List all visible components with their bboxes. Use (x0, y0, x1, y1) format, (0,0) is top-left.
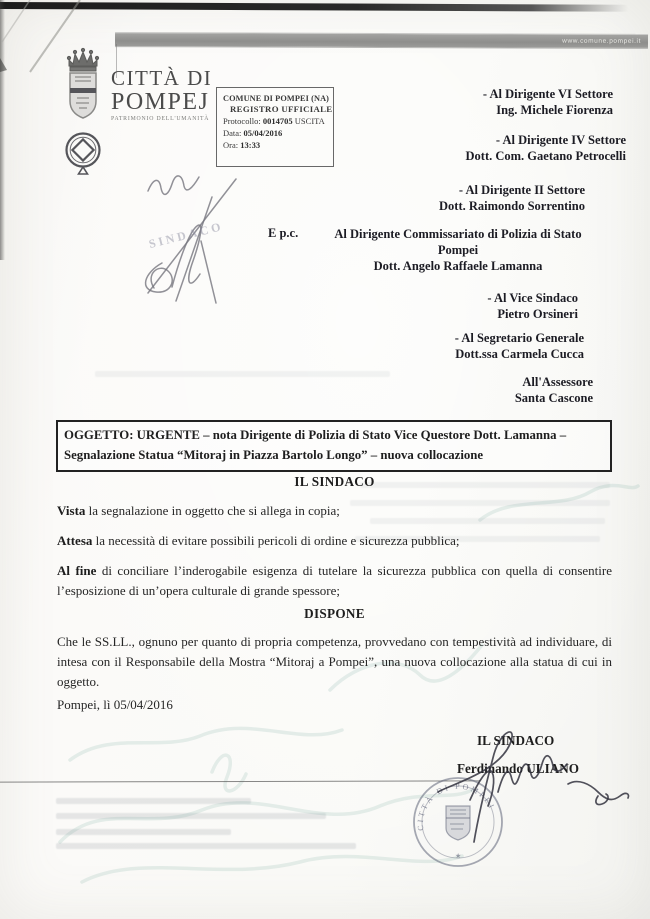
protocol-type: USCITA (294, 116, 325, 126)
svg-text:★: ★ (455, 852, 462, 860)
recipient-line: - Al Dirigente IV Settore (495, 133, 626, 147)
paragraph-text: la segnalazione in oggetto che si allega in copia; (85, 503, 340, 518)
paragraph-attesa (57, 531, 612, 551)
subject-box (56, 420, 612, 472)
paragraph-text: di conciliare l’inderogabile esigenza di tutelare la sicurezza pubblica con quella di consentire l’esposizione di un’opera culturale di grande spessore; (57, 563, 612, 598)
faint-sindaco-stamp: SINDACO (147, 218, 225, 252)
svg-text:CITTÀ DI POMPEI: CITTÀ DI POMPEI (415, 781, 497, 832)
registry-title: REGISTRO UFFICIALE (230, 104, 333, 114)
recipient-line: - Al Dirigente II Settore (458, 183, 585, 197)
url-text: www.comune.pompei.it (562, 37, 642, 45)
recipient-line: Pietro Orsineri (497, 307, 578, 321)
logo-line2: POMPEJ (111, 89, 210, 115)
cc-prefix: E p.c. (268, 226, 299, 240)
time-value: 13:33 (240, 140, 261, 150)
paragraph-dispone: Che le SS.LL., ognuno per quanto di propria competenza, provvedano con tempestività ad individuare, di intesa con il Responsabile della Mostra “Mitoraj a Pompei”, una nuova collocazione alla statua di cui in oggetto. (57, 634, 612, 689)
recipient-line: - Al Dirigente VI Settore (482, 87, 613, 101)
round-stamp-icon (414, 778, 502, 866)
recipient-line: - Al Segretario Generale (454, 331, 584, 345)
paragraph-lead: Vista (57, 503, 86, 518)
recipient-line: Dott. Angelo Raffaele Lamanna (373, 259, 543, 273)
paragraph-vista (57, 501, 612, 521)
date-label: Data: (223, 128, 242, 138)
recipient-line: Ing. Michele Fiorenza (496, 103, 613, 117)
recipient-line: - Al Vice Sindaco (487, 291, 578, 305)
recipient-line: Al Dirigente Commissariato di Polizia di Stato (334, 227, 582, 241)
registry-org: COMUNE DI POMPEI (NA) (223, 94, 330, 103)
paragraph-al-fine (57, 561, 612, 601)
recipient-line: Dott. Raimondo Sorrentino (439, 199, 585, 213)
heading-dispone: DISPONE (304, 606, 365, 621)
protocol-number: 0014705 (262, 116, 293, 126)
recipient-line: All'Assessore (522, 375, 593, 389)
recipient-line: Pompei (437, 243, 479, 257)
time-label: Ora: (223, 140, 239, 150)
recipient-line: Santa Cascone (514, 391, 593, 405)
paragraph-lead: Al fine (57, 563, 97, 578)
paragraph-text: la necessità di evitare possibili pericoli di ordine e sicurezza pubblica; (92, 533, 460, 548)
logo-line1: CITTÀ DI (111, 66, 213, 90)
recipient-line: Dott. Com. Gaetano Petrocelli (465, 149, 626, 163)
paragraph-lead: Attesa (57, 533, 93, 548)
recipient-line: Dott.ssa Carmela Cucca (455, 347, 584, 361)
protocol-label: Protocollo: (223, 116, 261, 126)
heading-il-sindaco: IL SINDACO (294, 474, 375, 489)
dateline: Pompei, lì 05/04/2016 (57, 697, 173, 712)
signature-and-stamp (400, 710, 650, 910)
logo-tagline: PATRIMONIO DELL'UMANITÀ (111, 116, 210, 122)
signature-role: IL SINDACO (477, 733, 555, 748)
date-value: 05/04/2016 (243, 128, 283, 138)
subject-line1: OGGETTO: URGENTE – nota Dirigente di Polizia di Stato Vice Questore Dott. Lamanna – (64, 428, 567, 442)
subject-line2: Segnalazione Statua “Mitoraj in Piazza Bartolo Longo” – nuova collocazione (64, 447, 484, 462)
signature-name: Ferdinando ULIANO (457, 761, 580, 776)
